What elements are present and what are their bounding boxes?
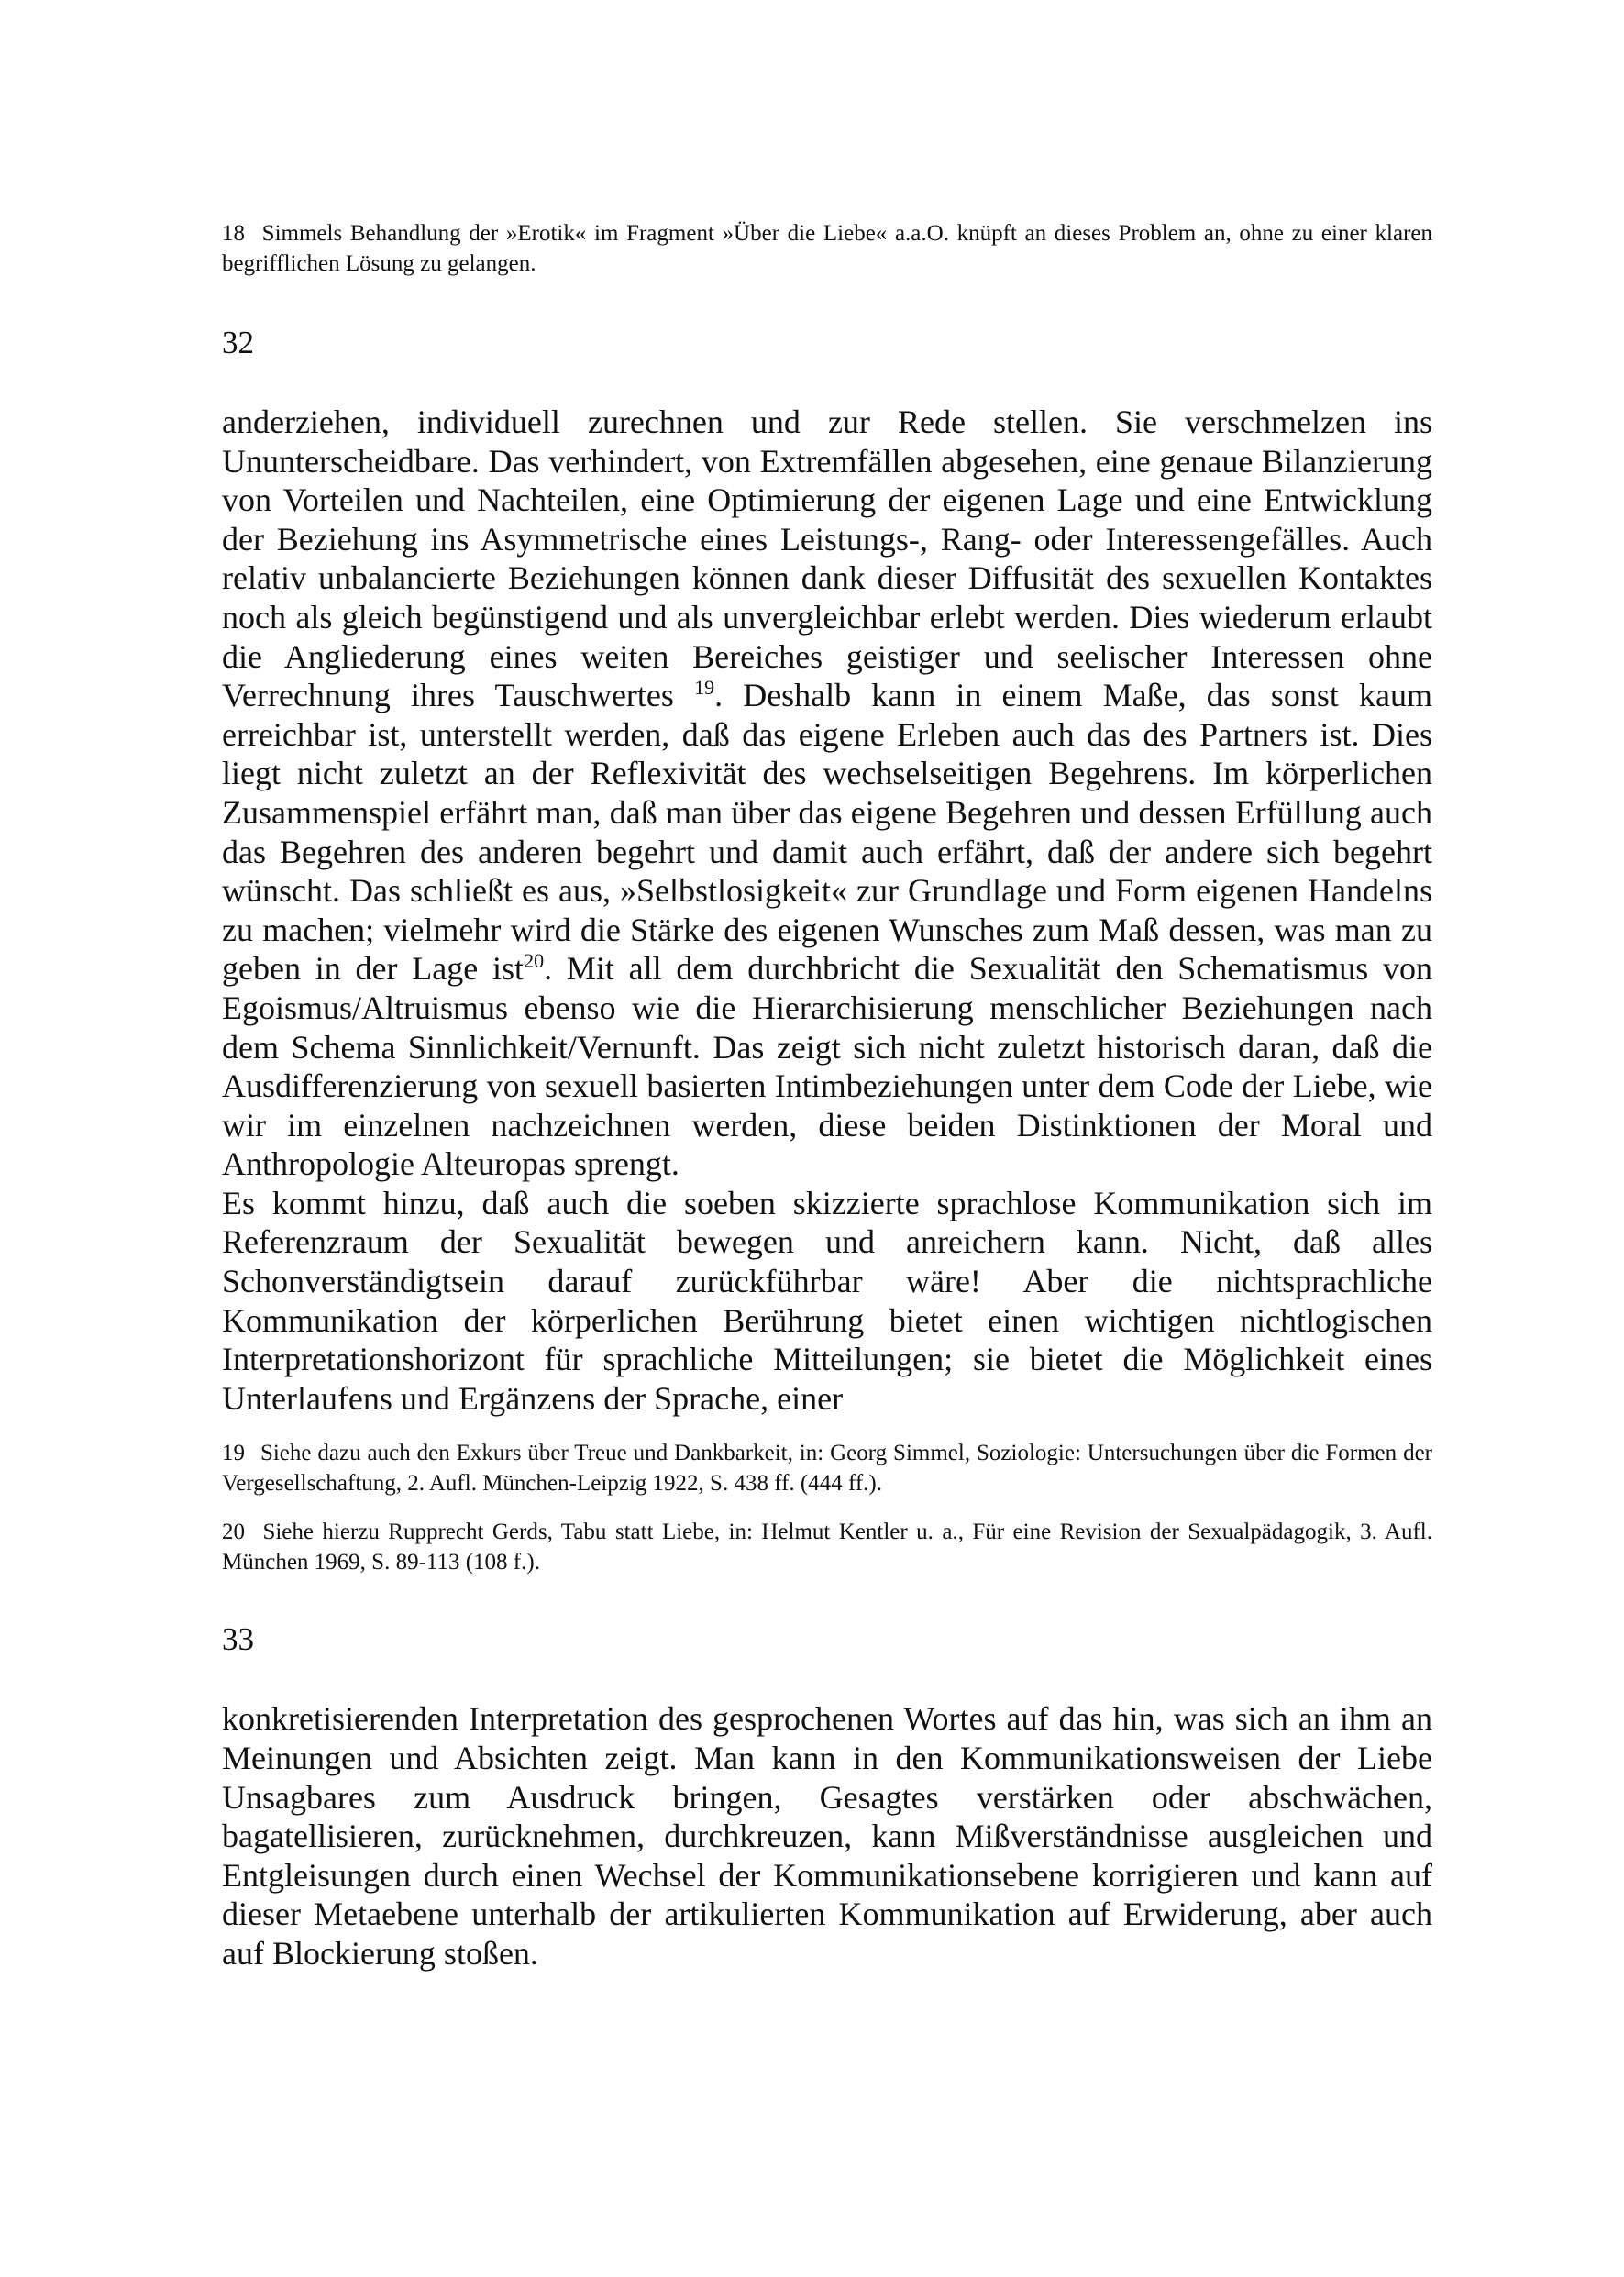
footnote-number: 19 bbox=[222, 1441, 245, 1466]
body-paragraph: konkretisierenden Interpretation des gesprochenen Wortes auf das hin, was sich an ihm an Meinungen und Absichten zeigt. Man kann in den Kommunikationsweisen der Liebe Unsagbares zum Ausdruck bringen, Gesagtes verstärken oder abschwächen, bagatellisieren, zurücknehmen, durchkreuzen, kann Mißverständnisse ausgleichen und Entgleisungen durch einen Wechsel der Kommunikationsebene korrigieren und kann auf dieser Metaebene unterhalb der artikulierten Kommunikation auf Erwiderung, aber auch auf Blockierung stoßen. bbox=[222, 1700, 1432, 1972]
footnote-19 bbox=[222, 1438, 1432, 1498]
paragraph-text: anderziehen, individuell zurechnen und zur Rede stellen. Sie verschmelzen ins Ununterscheidbare. Das verhindert, von Extremfällen abgesehen, eine genaue Bilanzierung von Vorteilen und Nachteilen, eine Optimierung der eigenen Lage und eine Entwicklung der Beziehung ins Asymmetrische eines Leistungs-, Rang- oder Interessengefälles. Auch relativ unbalancierte Beziehungen können dank dieser Diffusität des sexuellen Kontaktes noch als gleich begünstigend und als unvergleichbar erlebt werden. Dies wiederum erlaubt die Angliederung eines weiten Bereiches geistiger und seelischer Interessen ohne Verrechnung ihres Tauschwertes bbox=[222, 403, 1432, 714]
footnote-text: Siehe hierzu Rupprecht Gerds, Tabu statt Liebe, in: Helmut Kentler u. a., Für eine Revision der Sexualpädagogik, 3. Aufl. München 1969, S. 89-113 (108 f.). bbox=[222, 1520, 1432, 1575]
paragraph-text: . Mit all dem durchbricht die Sexualität den Schematismus von Egoismus/Altruismus ebenso wie die Hierarchisierung menschlicher Beziehungen nach dem Schema Sinnlichkeit/Vernunft. Das zeigt sich nicht zuletzt historisch daran, daß die Ausdifferenzierung von sexuell basierten Intimbeziehungen unter dem Code der Liebe, wie wir im einzelnen nachzeichnen werden, diese beiden Distinktionen der Moral und Anthropologie Alteuropas sprengt. bbox=[222, 950, 1433, 1183]
footnote-reference: 20 bbox=[524, 949, 545, 973]
footnote-number: 18 bbox=[222, 221, 245, 246]
paragraph-text: . Deshalb kann in einem Maße, das sonst kaum erreichbar ist, unterstellt werden, daß das eigene Erleben auch das des Partners ist. Dies liegt nicht zuletzt an der Reflexivität des wechselseitigen Begehrens. Im körperlichen Zusammenspiel erfährt man, daß man über das eigene Begehren und dessen Erfüllung auch das Begehren des anderen begehrt und damit auch erfährt, daß der andere sich begehrt wünscht. Das schließt es aus, »Selbstlosigkeit« zur Grundlage und Form eigenen Handelns zu machen; vielmehr wird die Stärke des eigenen Wunsches zum Maß dessen, was man zu geben in der Lage ist bbox=[222, 677, 1432, 988]
document-page bbox=[222, 218, 1432, 1973]
page-number: 33 bbox=[222, 1621, 254, 1658]
body-paragraph: Es kommt hinzu, daß auch die soeben skizzierte sprachlose Kommunikation sich im Referenzraum der Sexualität bewegen und anreichern kann. Nicht, daß alles Schonverständigtsein darauf zurückführbar wäre! Aber die nichtsprachliche Kommunikation der körperlichen Berührung bietet einen wichtigen nichtlogischen Interpretationshorizont für sprachliche Mitteilungen; sie bietet die Möglichkeit eines Unterlaufens und Ergänzens der Sprache, einer bbox=[222, 1184, 1432, 1417]
footnote-18 bbox=[222, 218, 1432, 279]
footnote-20 bbox=[222, 1517, 1432, 1577]
footnote-number: 20 bbox=[222, 1520, 245, 1545]
page-number: 32 bbox=[222, 325, 254, 360]
footnote-text: Simmels Behandlung der »Erotik« im Fragment »Über die Liebe« a.a.O. knüpft an dieses Problem an, ohne zu einer klaren begrifflichen Lösung zu gelangen. bbox=[222, 221, 1433, 276]
footnote-text: Siehe dazu auch den Exkurs über Treue und Dankbarkeit, in: Georg Simmel, Soziologie: Untersuchungen über die Formen der Vergesellschaftung, 2. Aufl. München-Leipzig 1922, S. 438 ff. (444 ff.). bbox=[222, 1441, 1433, 1497]
body-paragraph bbox=[222, 403, 1432, 1184]
footnote-reference: 19 bbox=[694, 676, 715, 700]
